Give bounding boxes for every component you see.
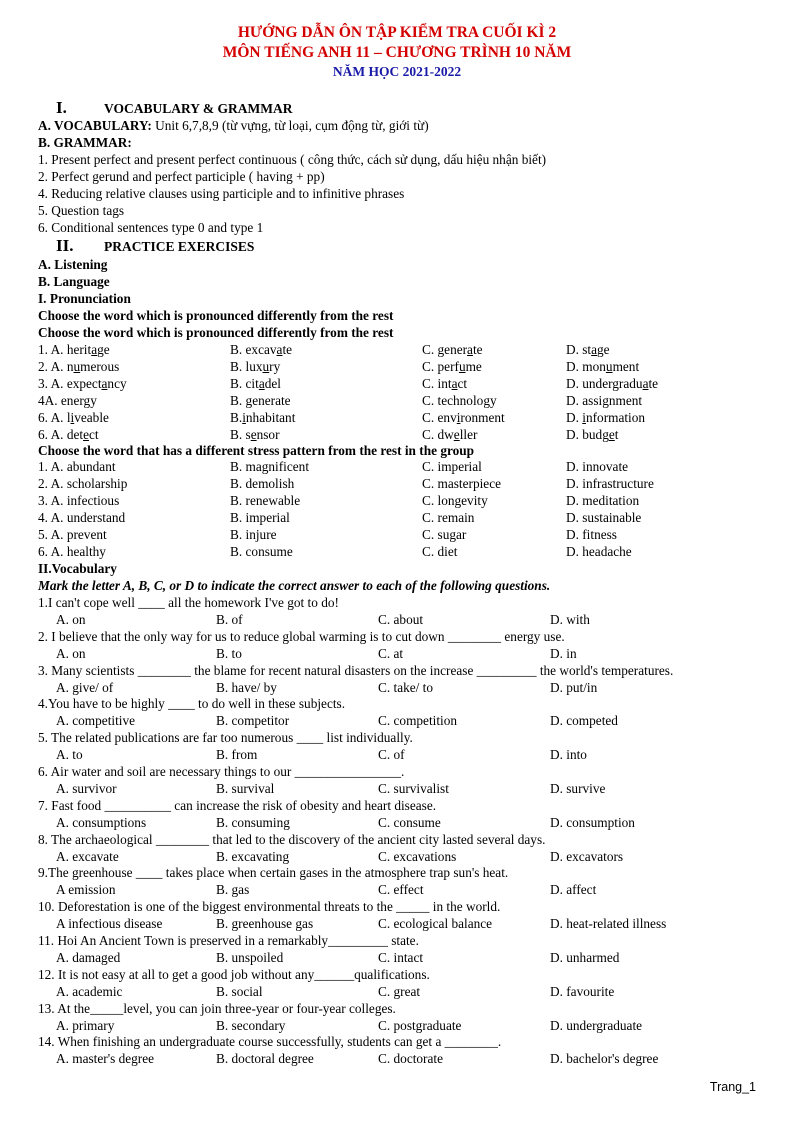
answer-option: B. luxury xyxy=(230,359,281,374)
answer-option: C. consume xyxy=(378,814,441,830)
question-text: 13. At the_____level, you can join three-year or four-year colleges. xyxy=(38,1000,396,1016)
question-options xyxy=(38,916,758,932)
answer-option: 4A. energy xyxy=(38,393,97,408)
answer-option: 5. A. prevent xyxy=(38,527,107,542)
vocabulary-text: Unit 6,7,8,9 (từ vựng, từ loại, cụm động từ, giới từ) xyxy=(151,118,429,133)
stress-row xyxy=(38,544,758,560)
answer-option: B. excavate xyxy=(230,342,293,357)
underlined-sound: a xyxy=(258,376,265,391)
answer-option: C. masterpiece xyxy=(422,476,502,491)
answer-option: B. unspoiled xyxy=(216,950,284,965)
stress-row xyxy=(38,493,758,509)
answer-option: C. perfume xyxy=(422,359,482,374)
answer-option: B. imperial xyxy=(230,510,290,525)
question-options xyxy=(38,747,758,763)
answer-option: B. consuming xyxy=(216,814,290,830)
section-heading-2 xyxy=(56,236,254,256)
answer-option: C. doctorate xyxy=(378,1051,443,1067)
question-options xyxy=(38,849,758,865)
answer-option: B. sensor xyxy=(230,427,280,442)
underlined-sound: u xyxy=(605,359,613,374)
question-options xyxy=(38,950,758,966)
section-number: II. xyxy=(56,236,74,255)
answer-option: D. put/in xyxy=(550,679,598,695)
answer-option: D. stage xyxy=(566,342,610,357)
answer-option: D. fitness xyxy=(566,527,617,542)
question-text: 8. The archaeological ________ that led to the discovery of the ancient city lasted several days. xyxy=(38,831,546,847)
pronunciation-instruction: Choose the word which is pronounced differently from the rest xyxy=(38,325,394,340)
answer-option: A. on xyxy=(56,612,86,627)
answer-option: 6. A. detect xyxy=(38,427,99,442)
pronunciation-instruction: Choose the word which is pronounced differently from the rest xyxy=(38,308,394,323)
pronunciation-row xyxy=(38,427,758,443)
answer-option: A infectious disease xyxy=(56,916,163,932)
answer-option: C. effect xyxy=(378,882,424,898)
answer-option: C. competition xyxy=(378,713,458,729)
answer-option: 3. A. infectious xyxy=(38,493,120,508)
answer-option: D. favourite xyxy=(550,983,615,999)
underlined-sound: i xyxy=(70,410,75,425)
school-year: NĂM HỌC 2021-2022 xyxy=(332,64,462,79)
underlined-sound: g xyxy=(245,393,253,408)
answer-option: 1. A. heritage xyxy=(38,342,110,357)
answer-option: A emission xyxy=(56,882,116,898)
answer-option: B. magnificent xyxy=(230,459,310,474)
underlined-sound: u xyxy=(458,359,466,374)
answer-option: 2. A. numerous xyxy=(38,359,120,374)
answer-option: A. consumptions xyxy=(56,814,147,830)
answer-option: B. secondary xyxy=(216,1017,286,1033)
question-options xyxy=(38,781,758,797)
answer-option: D. survive xyxy=(550,781,606,796)
vocabulary-line xyxy=(38,118,429,134)
answer-option: B. competitor xyxy=(216,713,290,729)
answer-option: B.inhabitant xyxy=(230,410,296,425)
answer-option: C. environment xyxy=(422,410,505,425)
answer-option: D. headache xyxy=(566,544,632,559)
answer-option: C. at xyxy=(378,645,404,661)
answer-option: D. budget xyxy=(566,427,619,442)
answer-option: A. excavate xyxy=(56,848,119,864)
question-options xyxy=(38,680,758,696)
question-options xyxy=(38,646,758,662)
answer-option: D. with xyxy=(550,612,590,627)
grammar-item: 5. Question tags xyxy=(38,203,125,218)
question-options xyxy=(38,1018,758,1034)
pronunciation-row xyxy=(38,342,758,358)
question-options xyxy=(38,713,758,729)
answer-option: C. ecological balance xyxy=(378,916,493,932)
stress-row xyxy=(38,527,758,543)
answer-option: C. technology xyxy=(422,393,497,408)
answer-option: B. excavating xyxy=(216,848,290,864)
answer-option: 2. A. scholarship xyxy=(38,476,128,491)
answer-option: D. affect xyxy=(550,882,597,898)
answer-option: C. survivalist xyxy=(378,781,449,796)
underlined-sound: a xyxy=(91,342,98,357)
answer-option: D. assignment xyxy=(566,393,643,408)
question-text: 6. Air water and soil are necessary things to our ________________. xyxy=(38,764,405,779)
answer-option: C. great xyxy=(378,983,421,999)
answer-option: C. longevity xyxy=(422,493,488,508)
pronunciation-row xyxy=(38,393,758,409)
pronunciation-row xyxy=(38,359,758,375)
underlined-sound: e xyxy=(608,427,615,442)
answer-option: D. infrastructure xyxy=(566,476,654,491)
underlined-sound: a xyxy=(591,342,598,357)
grammar-label: B. GRAMMAR: xyxy=(38,135,132,150)
answer-option: D. consumption xyxy=(550,814,635,830)
underlined-sound: u xyxy=(262,359,270,374)
stress-row xyxy=(38,476,758,492)
answer-option: C. excavations xyxy=(378,848,457,864)
underlined-sound: u xyxy=(73,359,81,374)
question-text: 14. When finishing an undergraduate course successfully, students can get a ________. xyxy=(38,1034,502,1050)
stress-instruction: Choose the word that has a different stress pattern from the rest in the group xyxy=(38,443,475,458)
question-options xyxy=(38,815,758,831)
question-text: 10. Deforestation is one of the biggest environmental threats to the _____ in the world. xyxy=(38,899,501,915)
answer-option: B. of xyxy=(216,612,243,627)
answer-option: A. master's degree xyxy=(56,1051,155,1067)
underlined-sound: i xyxy=(582,410,586,425)
underlined-sound: g xyxy=(83,393,91,408)
pronunciation-row xyxy=(38,410,758,426)
answer-option: C. postgraduate xyxy=(378,1017,462,1033)
pronunciation-title: I. Pronunciation xyxy=(38,291,131,306)
underlined-sound: e xyxy=(250,427,257,442)
answer-option: B. gas xyxy=(216,882,250,898)
underlined-sound: a xyxy=(276,342,283,357)
grammar-item: 2. Perfect gerund and perfect participle ( having + pp) xyxy=(38,169,325,184)
doc-title: HƯỚNG DẪN ÔN TẬP KIỂM TRA CUỐI KÌ 2 xyxy=(237,24,557,41)
doc-subtitle: MÔN TIẾNG ANH 11 – CHƯƠNG TRÌNH 10 NĂM xyxy=(222,44,572,61)
answer-option: D. competed xyxy=(550,713,618,729)
underlined-sound: e xyxy=(453,427,460,442)
answer-option: A. to xyxy=(56,747,83,763)
answer-option: 6. A. liveable xyxy=(38,410,109,425)
answer-option: A. give/ of xyxy=(56,679,114,695)
answer-option: B. greenhouse gas xyxy=(216,916,314,932)
answer-option: C. intact xyxy=(422,376,468,391)
question-text: 2. I believe that the only way for us to reduce global warming is to cut down ________ energy use. xyxy=(38,628,565,644)
answer-option: B. to xyxy=(216,645,242,661)
answer-option: B. injure xyxy=(230,527,277,542)
answer-option: B. demolish xyxy=(230,476,295,491)
answer-option: D. in xyxy=(550,645,577,661)
answer-option: B. social xyxy=(216,983,263,999)
underlined-sound: a xyxy=(642,376,649,391)
section-title: VOCABULARY & GRAMMAR xyxy=(104,101,293,116)
question-text: 9.The greenhouse ____ takes place when certain gases in the atmosphere trap sun's heat. xyxy=(38,865,509,881)
vocabulary-exercise-instruction: Mark the letter A, B, C, or D to indicate the correct answer to each of the following questions. xyxy=(38,578,551,593)
answer-option: D. heat-related illness xyxy=(550,916,667,932)
question-text: 3. Many scientists ________ the blame for recent natural disasters on the increase _________ the world's temperatures. xyxy=(38,662,674,678)
answer-option: A. damaged xyxy=(56,950,121,965)
answer-option: D. undergraduate xyxy=(550,1017,643,1033)
answer-option: C. intact xyxy=(378,950,424,965)
answer-option: C. of xyxy=(378,747,405,763)
answer-option: B. doctoral degree xyxy=(216,1051,314,1067)
answer-option: C. about xyxy=(378,612,424,627)
answer-option: B. citadel xyxy=(230,376,281,391)
underlined-sound: a xyxy=(101,376,108,391)
stress-row xyxy=(38,459,758,475)
answer-option: B. from xyxy=(216,747,258,763)
grammar-item: 6. Conditional sentences type 0 and type 1 xyxy=(38,220,264,235)
section-number: I. xyxy=(56,98,67,117)
part-listening: A. Listening xyxy=(38,257,108,272)
page-number: Trang_1 xyxy=(709,1080,756,1094)
answer-option: A. survivor xyxy=(56,781,117,796)
pronunciation-row xyxy=(38,376,758,392)
answer-option: C. sugar xyxy=(422,527,467,542)
section-heading-1 xyxy=(56,98,293,118)
question-text: 7. Fast food __________ can increase the risk of obesity and heart disease. xyxy=(38,797,437,813)
answer-option: B. have/ by xyxy=(216,679,277,695)
answer-option: C. imperial xyxy=(422,459,482,474)
answer-option: 6. A. healthy xyxy=(38,544,106,559)
answer-option: C. dweller xyxy=(422,427,478,442)
underlined-sound: g xyxy=(483,393,490,408)
answer-option: D. into xyxy=(550,747,587,763)
answer-option: C. diet xyxy=(422,544,458,559)
grammar-item: 1. Present perfect and present perfect continuous ( công thức, cách sử dụng, dấu hiệu nhận biết) xyxy=(38,152,547,167)
answer-option: D. undergraduate xyxy=(566,376,659,391)
answer-option: D. sustainable xyxy=(566,510,642,525)
vocabulary-label: A. VOCABULARY: xyxy=(38,118,152,133)
answer-option: C. remain xyxy=(422,510,475,525)
question-options xyxy=(38,882,758,898)
question-text: 12. It is not easy at all to get a good job without any______qualifications. xyxy=(38,966,430,982)
question-options xyxy=(38,984,758,1000)
question-text: 1.I can't cope well ____ all the homework I've got to do! xyxy=(38,595,339,610)
underlined-sound: g xyxy=(602,393,609,408)
answer-option: D. information xyxy=(566,410,646,425)
answer-option: 1. A. abundant xyxy=(38,459,116,474)
underlined-sound: e xyxy=(83,427,89,442)
vocabulary-exercise-title: II.Vocabulary xyxy=(38,561,117,576)
question-text: 4.You have to be highly ____ to do well in these subjects. xyxy=(38,696,346,712)
answer-option: C. take/ to xyxy=(378,679,434,695)
answer-option: D. unharmed xyxy=(550,950,620,965)
answer-option: D. excavators xyxy=(550,848,624,864)
answer-option: 3. A. expectancy xyxy=(38,376,127,391)
answer-option: D. meditation xyxy=(566,493,640,508)
answer-option: 4. A. understand xyxy=(38,510,126,525)
answer-option: A. on xyxy=(56,645,86,661)
underlined-sound: i xyxy=(456,410,461,425)
part-language: B. Language xyxy=(38,274,110,289)
answer-option: A. primary xyxy=(56,1017,115,1033)
answer-option: A. competitive xyxy=(56,713,136,729)
answer-option: B. consume xyxy=(230,544,293,559)
stress-row xyxy=(38,510,758,526)
answer-option: C. generate xyxy=(422,342,483,357)
answer-option: D. bachelor's degree xyxy=(550,1051,659,1067)
answer-option: D. innovate xyxy=(566,459,629,474)
answer-option: D. monument xyxy=(566,359,640,374)
question-options xyxy=(38,612,758,628)
answer-option: B. renewable xyxy=(230,493,301,508)
question-text: 5. The related publications are far too numerous ____ list individually. xyxy=(38,730,413,746)
answer-option: B. survival xyxy=(216,781,275,796)
answer-option: B. generate xyxy=(230,393,291,408)
section-title: PRACTICE EXERCISES xyxy=(104,239,255,254)
underlined-sound: i xyxy=(242,410,246,425)
question-options xyxy=(38,1051,758,1067)
grammar-item: 4. Reducing relative clauses using participle and to infinitive phrases xyxy=(38,186,405,201)
question-text: 11. Hoi An Ancient Town is preserved in a remarkably_________ state. xyxy=(38,933,419,948)
underlined-sound: a xyxy=(451,376,458,391)
underlined-sound: a xyxy=(467,342,473,357)
answer-option: A. academic xyxy=(56,983,123,999)
